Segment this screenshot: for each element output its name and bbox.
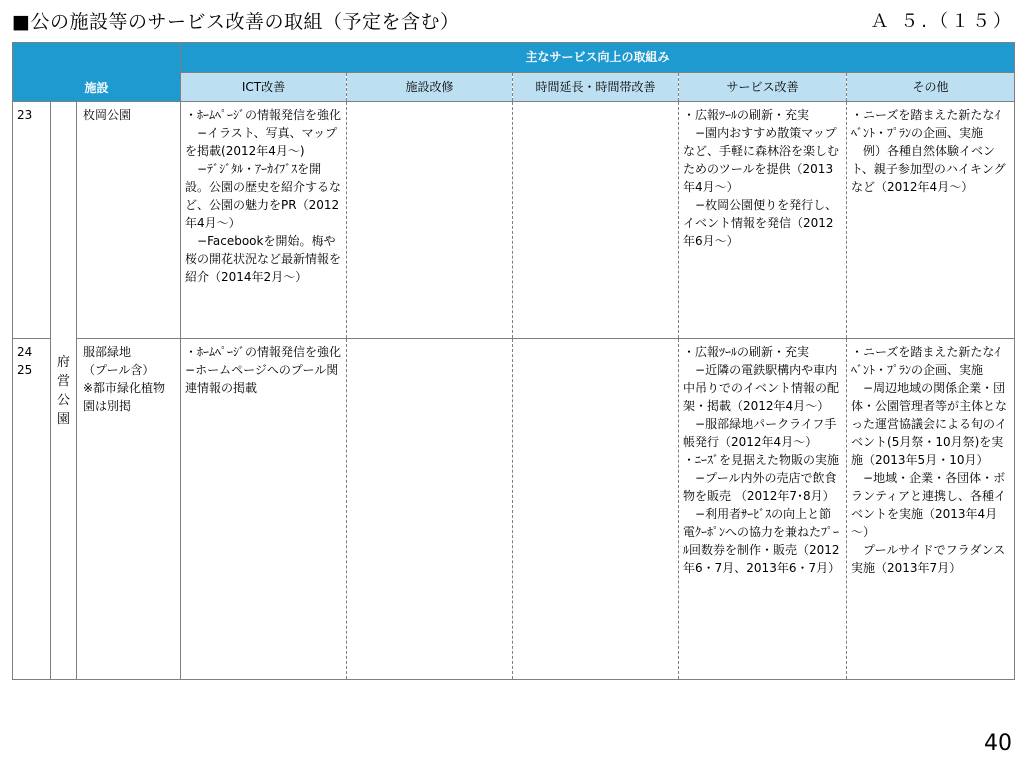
hours-cell <box>513 102 679 339</box>
column-header-renovation: 施設改修 <box>347 72 513 102</box>
column-header-service: サービス改善 <box>679 72 847 102</box>
ict-cell: ・ﾎｰﾑﾍﾟｰｼﾞの情報発信を強化 −ホームページへのプール関連情報の掲載 <box>181 339 347 680</box>
service-improvement-table <box>12 42 1015 680</box>
column-header-hours: 時間延長・時間帯改善 <box>513 72 679 102</box>
table-row <box>13 102 1015 339</box>
document-code: Ａ ５.（１５） <box>870 11 1014 32</box>
row-number: 24 25 <box>13 339 51 680</box>
group-header: 主なサービス向上の取組み <box>181 43 1015 73</box>
service-cell: ・広報ﾂｰﾙの刷新・充実 −園内おすすめ散策マップなど、手軽に森林浴を楽しむためのツールを提供（2013年4月～） −枚岡公園便りを発行し、イベント情報を発信（2012年6月～） <box>679 102 847 339</box>
page-number: 40 <box>984 731 1012 756</box>
operator-group-label: 府営公園 <box>56 354 70 427</box>
operator-group-cell <box>51 102 77 680</box>
hours-cell <box>513 339 679 680</box>
other-cell: ・ニーズを踏まえた新たなｲﾍﾞﾝﾄ・ﾌﾟﾗﾝの企画、実施 例）各種自然体験イベント、親子参加型のハイキングなど（2012年4月～） <box>847 102 1015 339</box>
row-number: 23 <box>13 102 51 339</box>
service-cell: ・広報ﾂｰﾙの刷新・充実 −近隣の電鉄駅構内や車内中吊りでのイベント情報の配架・掲載（2012年4月～） −服部緑地パークライフ手帳発行（2012年4月～） ・ﾆｰｽﾞを見据えた物販の実施 −プール内外の売店で飲食物を販売 （2012年7･8月） −利用者ｻｰﾋﾞｽの向上と節電ｸｰﾎﾟﾝへの協力を兼ねたﾌﾟｰﾙ回数券を制作・販売（2012年6・7月、2013年6・7月） <box>679 339 847 680</box>
facility-header: 施設 <box>13 43 181 102</box>
column-header-other: その他 <box>847 72 1015 102</box>
ict-cell: ・ﾎｰﾑﾍﾟｰｼﾞの情報発信を強化 −イラスト、写真、マップを掲載(2012年4月～) −ﾃﾞｼﾞﾀﾙ・ｱｰｶｲﾌﾞｽを開設。公園の歴史を紹介するなど、公園の魅力をPR（2012年4月～） −Facebookを開始。梅や桜の開花状況など最新情報を紹介（2014年2月～） <box>181 102 347 339</box>
other-cell: ・ニーズを踏まえた新たなｲﾍﾞﾝﾄ・ﾌﾟﾗﾝの企画、実施 −周辺地域の関係企業・団体・公園管理者等が主体となった運営協議会による旬のイベント(5月祭・10月祭)を実施（2013年5月・10月） −地域・企業・各団体・ボランティアと連携し、各種イベントを実施（2013年4月～） プールサイドでフラダンス実施（2013年7月） <box>847 339 1015 680</box>
facility-name: 服部緑地 （プール含） ※都市緑化植物園は別掲 <box>77 339 181 680</box>
column-header-ict: ICT改善 <box>181 72 347 102</box>
table-row <box>13 339 1015 680</box>
page-title: ■公の施設等のサービス改善の取組（予定を含む） <box>12 11 460 33</box>
renovation-cell <box>347 339 513 680</box>
renovation-cell <box>347 102 513 339</box>
header-row-1 <box>13 43 1015 73</box>
facility-name: 枚岡公園 <box>77 102 181 339</box>
